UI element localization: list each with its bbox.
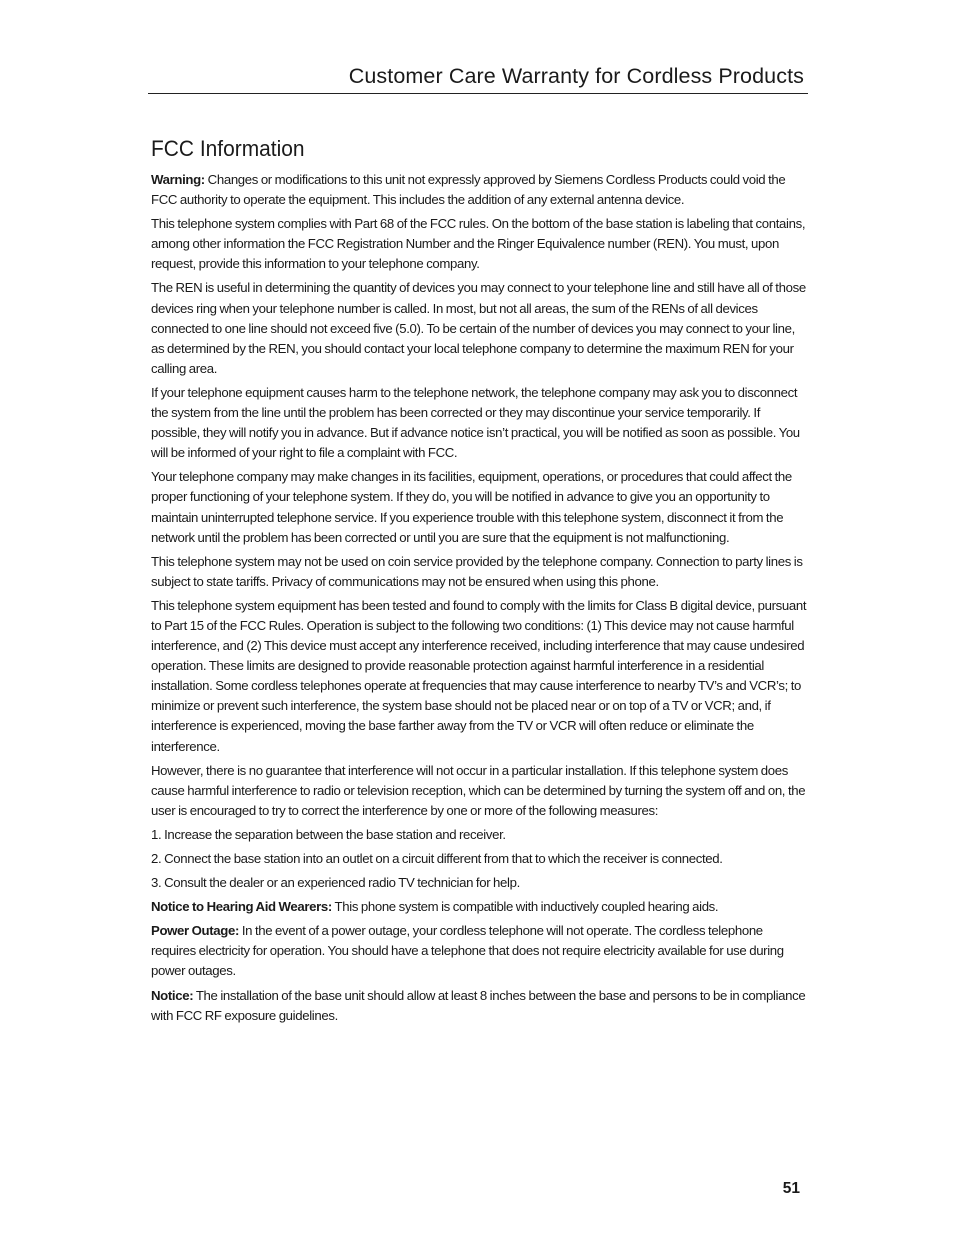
running-header [148, 62, 808, 94]
measure-item: 2. Connect the base station into an outlet on a circuit different from that to which the receiver is connected. [151, 851, 723, 866]
measure-item: 1. Increase the separation between the base station and receiver. [151, 826, 506, 842]
power-outage-text: In the event of a power outage, your cordless telephone will not operate. The cordless telephone requires electricity for operation. You should have a telephone that does not require electricity available for use during power outages. [151, 923, 784, 979]
coin-paragraph: This telephone system may not be used on coin service provided by the telephone company. Connection to party lines is subject to state tariffs. Privacy of communications may not be ensured when using this phone. [151, 553, 803, 589]
changes-paragraph: Your telephone company may make changes in its facilities, equipment, operations, or procedures that could affect the proper functioning of your telephone system. If they do, you will be notified in advance to give you an opportunity to maintain uninterrupted telephone service. If you experience trouble with this telephone system, disconnect it from the network until the problem has been corrected or until you are sure that the equipment is not malfunctioning. [151, 469, 792, 545]
harm-paragraph: If your telephone equipment causes harm to the telephone network, the telephone company may ask you to disconnect the system from the line until the problem has been corrected or they may discontinue your service temporarily. If possible, they will notify you in advance. But if advance notice isn’t practical, you will be notified as soon as possible. You will be informed of your right to file a complaint with FCC. [151, 384, 800, 461]
hearing-aid-text: This phone system is compatible with inductively coupled hearing aids. [331, 899, 719, 915]
power-outage-paragraph [151, 921, 807, 981]
body-content [151, 170, 807, 1030]
hearing-aid-paragraph [151, 897, 807, 917]
hearing-aid-label: Notice to Hearing Aid Wearers: [151, 899, 332, 915]
guarantee-paragraph: However, there is no guarantee that interference will not occur in a particular installation. If this telephone system does cause harmful interference to radio or television reception, which can be determined by turning the system off and on, the user is encouraged to try to correct the interference by one or more of the following measures: [151, 762, 806, 818]
ren-paragraph: The REN is useful in determining the quantity of devices you may connect to your telephone line and still have all of those devices ring when your telephone number is called. In most, but not all areas, the sum of the RENs of all devices connected to one line should not exceed five (5.0). To be certain of the number of devices you may connect to your line, as determined by the REN, you should contact your local telephone company to determine the maximum REN for your calling area. [151, 280, 806, 376]
page-number: 51 [782, 1180, 800, 1197]
warning-label: Warning: [151, 172, 205, 187]
section-title: FCC Information [151, 136, 305, 161]
warning-paragraph [151, 170, 807, 210]
class-b-paragraph: This telephone system equipment has been tested and found to comply with the limits for Class B digital device, pursuant to Part 15 of the FCC Rules. Operation is subject to the following two conditions: (1) This device may not cause harmful interference, and (2) This device must accept any interference received, including interference that may cause undesired operation. These limits are designed to provide reasonable protection against harmful interference in a residential installation. Some cordless telephones operate at frequencies that may cause interference to nearby TV’s and VCR’s; to minimize or prevent such interference, the system base should not be placed near or on top of a TV or VCR; and, if interference is experienced, moving the base farther away from the TV or VCR will often reduce or eliminate the interference. [151, 597, 807, 754]
measure-item: 3. Consult the dealer or an experienced radio TV technician for help. [151, 875, 520, 891]
part68-paragraph: This telephone system complies with Part 68 of the FCC rules. On the bottom of the base station is labeling that contains, among other information the FCC Registration Number and the Ringer Equivalence number (REN). You must, upon request, provide this information to your telephone company. [151, 216, 806, 272]
notice-label: Notice: [151, 987, 194, 1003]
header-title: Customer Care Warranty for Cordless Products [348, 64, 804, 88]
notice-paragraph [151, 986, 807, 1026]
power-outage-label: Power Outage: [151, 923, 240, 939]
warning-text: Changes or modifications to this unit not expressly approved by Siemens Cordless Products could void the FCC authority to operate the equipment. This includes the addition of any external antenna device. [151, 172, 786, 208]
notice-text: The installation of the base unit should allow at least 8 inches between the base and persons to be in compliance with FCC RF exposure guidelines. [151, 987, 806, 1023]
